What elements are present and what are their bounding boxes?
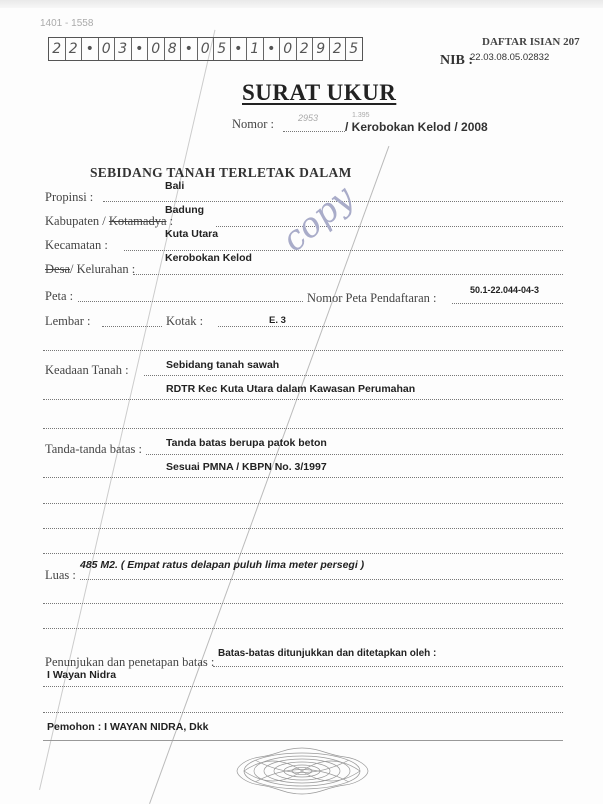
box-digit: 1	[247, 38, 264, 60]
pencil-note: 1401 - 1558	[40, 18, 94, 29]
form-code: DAFTAR ISIAN 207	[482, 36, 580, 48]
luas-label: Luas :	[45, 568, 76, 582]
box-digit: 0	[198, 38, 215, 60]
blank-line	[43, 712, 563, 713]
keadaan-dots-2	[43, 399, 563, 400]
box-digit: 5	[349, 41, 359, 57]
nomor-peta-value: 50.1-22.044-04-3	[470, 285, 540, 295]
box-digit: 5	[214, 38, 231, 60]
nomor-dots	[283, 131, 345, 132]
nomor-handwritten: 2953	[298, 113, 319, 123]
kelurahan-label	[45, 262, 135, 277]
divider	[43, 740, 563, 741]
penunjukan-dots	[213, 666, 563, 667]
kabupaten-dots	[216, 226, 563, 227]
nomor-handwritten-small: 1.395	[352, 112, 370, 119]
peta-dots	[78, 301, 303, 302]
scan-edge	[0, 0, 603, 8]
lembar-label: Lembar :	[45, 314, 91, 328]
keadaan-dots-1	[144, 375, 563, 376]
nomor-label: Nomor :	[232, 117, 275, 131]
tanda-dots-2	[43, 477, 563, 478]
kabupaten-value: Badung	[165, 204, 205, 216]
box-dot: •	[264, 38, 281, 60]
box-dot: •	[181, 38, 198, 60]
keadaan-tanah-line-2: RDTR Kec Kuta Utara dalam Kawasan Perumahan	[166, 383, 416, 395]
kabupaten-label	[45, 214, 173, 229]
blank-line	[43, 628, 563, 629]
nib-label: NIB :	[440, 53, 474, 68]
propinsi-label: Propinsi :	[45, 190, 94, 204]
box-digit: 2	[330, 38, 347, 60]
blank-line	[43, 350, 563, 351]
luas-dots	[80, 579, 563, 580]
penunjukan-name: I Wayan Nidra	[47, 669, 117, 681]
box-digit: 0	[148, 38, 165, 60]
nomor-suffix: / Kerobokan Kelod / 2008	[345, 120, 488, 134]
tanda-dots-1	[146, 454, 563, 455]
nib-value: 22.03.08.05.02832	[470, 52, 550, 63]
box-digit: 2	[66, 38, 83, 60]
luas-value: 485 M2. ( Empat ratus delapan puluh lima meter persegi )	[80, 559, 365, 571]
box-dot: •	[231, 38, 248, 60]
blank-line	[43, 686, 563, 687]
tanda-batas-line-1: Tanda batas berupa patok beton	[166, 437, 327, 449]
box-digit: 2	[49, 38, 66, 60]
kabupaten-text: Kabupaten /	[45, 214, 109, 228]
penunjukan-value: Batas-batas ditunjukkan dan ditetapkan oleh :	[218, 648, 437, 659]
page-title: SURAT UKUR	[242, 80, 397, 105]
blank-line	[43, 553, 563, 554]
desa-struck: Desa	[45, 262, 70, 276]
kelurahan-value: Kerobokan Kelod	[165, 252, 252, 264]
lembar-dots	[102, 326, 162, 327]
tanda-batas-label: Tanda-tanda batas :	[45, 442, 142, 456]
blank-line	[43, 503, 563, 504]
box-digit: 9	[313, 38, 330, 60]
keadaan-tanah-label: Keadaan Tanah :	[45, 363, 129, 377]
guilloche-seal-icon	[235, 745, 370, 797]
fold-line	[149, 146, 389, 804]
propinsi-value: Bali	[165, 180, 185, 192]
box-digit: 3	[115, 38, 132, 60]
kecamatan-dots	[124, 250, 563, 251]
tanda-batas-line-2: Sesuai PMNA / KBPN No. 3/1997	[166, 461, 327, 473]
nib-number-boxes	[48, 37, 363, 61]
kecamatan-label: Kecamatan :	[45, 238, 108, 252]
box-digit: 0	[280, 38, 297, 60]
kabupaten-colon: :	[169, 214, 174, 228]
box-digit: 0	[99, 38, 116, 60]
keadaan-tanah-line-1: Sebidang tanah sawah	[166, 359, 280, 371]
pemohon: Pemohon : I WAYAN NIDRA, Dkk	[47, 721, 209, 733]
kecamatan-value: Kuta Utara	[165, 228, 219, 240]
nomor-peta-dots	[452, 303, 563, 304]
blank-line	[43, 528, 563, 529]
kotamadya-text: Kotamadya	[108, 214, 167, 228]
box-dot: •	[132, 38, 149, 60]
kotak-value: E. 3	[269, 315, 286, 326]
box-digit: 8	[165, 38, 182, 60]
kotak-label: Kotak :	[166, 314, 204, 328]
handwritten-copy-mark: copy	[274, 177, 362, 260]
peta-label: Peta :	[45, 289, 74, 303]
section-heading: SEBIDANG TANAH TERLETAK DALAM	[90, 165, 352, 180]
penunjukan-label: Penunjukan dan penetapan batas :	[45, 655, 215, 669]
nomor-peta-label: Nomor Peta Pendaftaran :	[307, 291, 437, 305]
kelurahan-dots	[133, 274, 563, 275]
blank-line	[43, 428, 563, 429]
box-dot: •	[82, 38, 99, 60]
kelurahan-text: / Kelurahan :	[70, 262, 136, 276]
blank-line	[43, 603, 563, 604]
box-digit: 2	[297, 38, 314, 60]
kotak-dots	[218, 326, 563, 327]
